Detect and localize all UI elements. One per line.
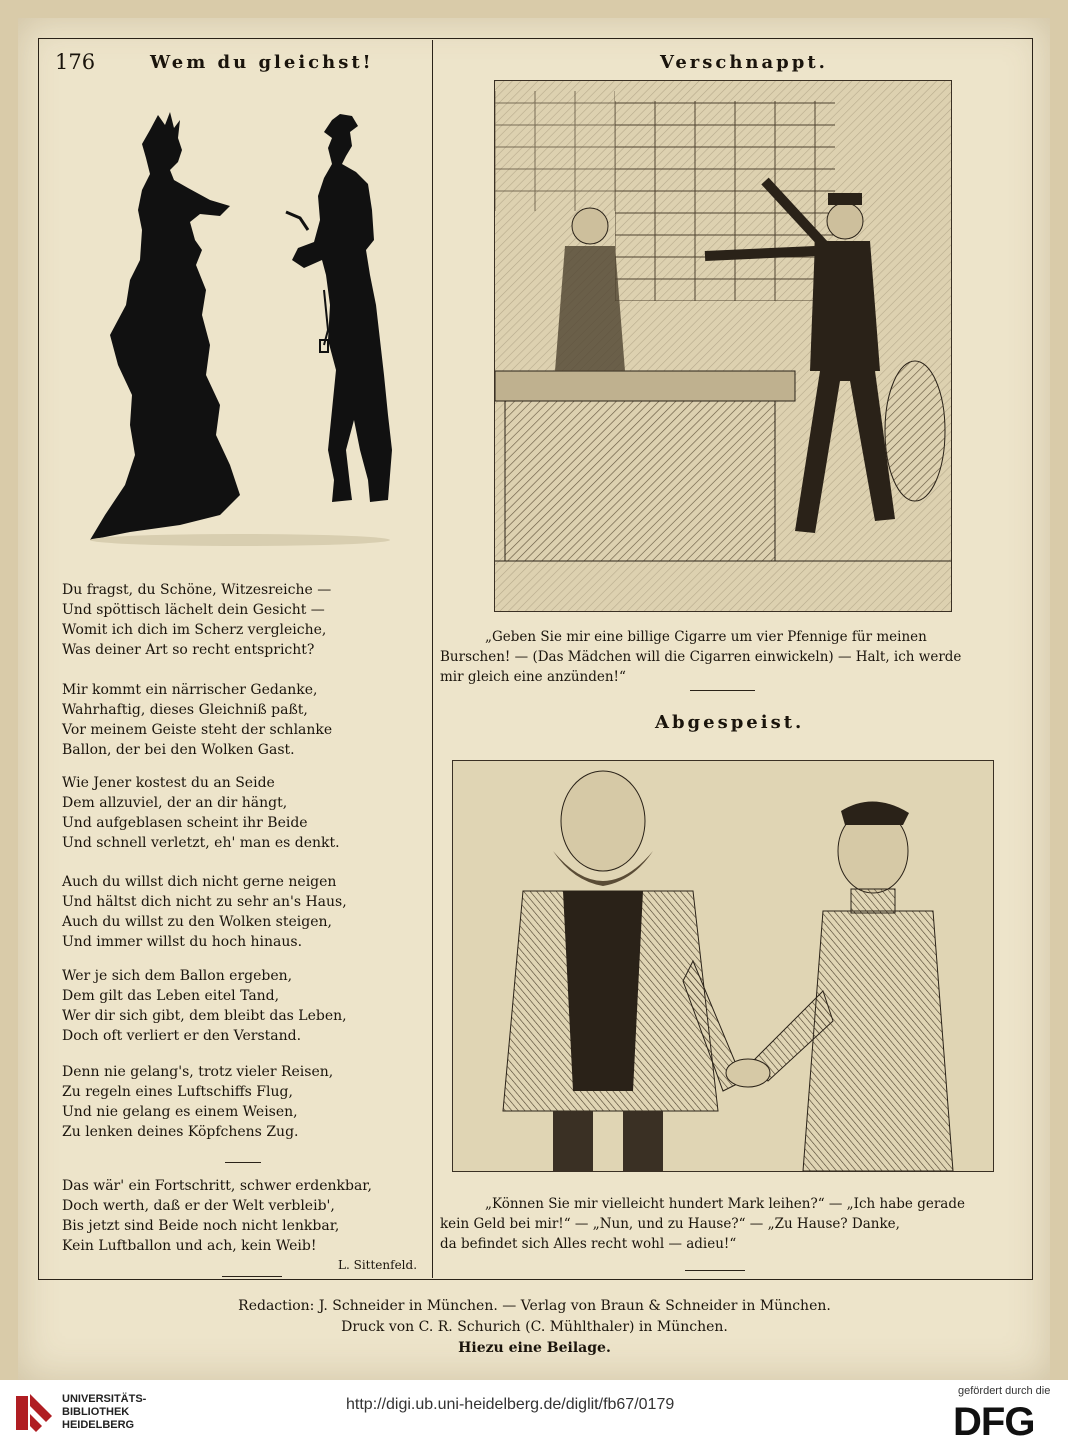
poem-line: Auch du willst dich nicht gerne neigen <box>62 874 337 890</box>
poem-line: Doch werth, daß er der Welt verbleib', <box>62 1198 335 1214</box>
right-title-1: Verschnappt. <box>660 52 828 73</box>
imprint-line-1: Redaction: J. Schneider in München. — Verlag von Braun & Schneider in München. <box>238 1298 831 1314</box>
caption-abgespeist <box>440 1194 1000 1254</box>
poem-line: Bis jetzt sind Beide noch nicht lenkbar, <box>62 1218 340 1234</box>
poem-separator <box>225 1162 261 1163</box>
poem-line: Denn nie gelang's, trotz vieler Reisen, <box>62 1064 334 1080</box>
poem-line: Kein Luftballon und ach, kein Weib! <box>62 1238 317 1254</box>
poem-line: Wer dir sich gibt, dem bleibt das Leben, <box>62 1008 347 1024</box>
digitization-url-link[interactable]: http://digi.ub.uni-heidelberg.de/diglit/fb67/0179 <box>346 1396 675 1413</box>
university-name <box>62 1393 146 1432</box>
caption-line: da befindet sich Alles recht wohl — adieu!“ <box>440 1236 737 1252</box>
institution-line: BIBLIOTHEK <box>62 1406 130 1418</box>
caption-line: mir gleich eine anzünden!“ <box>440 669 626 685</box>
university-logo-icon <box>12 1390 56 1438</box>
poem-line: Und nie gelang es einem Weisen, <box>62 1104 298 1120</box>
poem-stanza-2 <box>62 680 332 760</box>
institution-line: HEIDELBERG <box>62 1419 135 1431</box>
poem-line: Vor meinem Geiste steht der schlanke <box>62 722 333 738</box>
caption-verschnappt <box>440 627 1000 687</box>
poem-end-rule <box>222 1276 282 1277</box>
poem-line: Wahrhaftig, dieses Gleichniß paßt, <box>62 702 308 718</box>
caption-line: Burschen! — (Das Mädchen will die Cigarren einwickeln) — Halt, ich werde <box>440 649 962 665</box>
shop-scene-illustration <box>494 80 952 612</box>
poem-stanza-1 <box>62 580 331 660</box>
caption-line: kein Geld bei mir!“ — „Nun, und zu Hause?“ — „Zu Hause? Danke, <box>440 1216 900 1232</box>
imprint-line-3: Hiezu eine Beilage. <box>458 1340 611 1356</box>
poem-stanza-7 <box>62 1176 372 1256</box>
section-separator <box>690 690 755 691</box>
section-end-rule <box>685 1270 745 1271</box>
institution-line: UNIVERSITÄTS- <box>62 1393 147 1405</box>
imprint-line-2: Druck von C. R. Schurich (C. Mühlthaler) in München. <box>341 1319 728 1335</box>
poem-line: Und hältst dich nicht zu sehr an's Haus, <box>62 894 347 910</box>
poem-line: Ballon, der bei den Wolken Gast. <box>62 742 295 758</box>
poem-line: Du fragst, du Schöne, Witzesreiche — <box>62 582 332 598</box>
poem-line: Auch du willst zu den Wolken steigen, <box>62 914 332 930</box>
poem-line: Wer je sich dem Ballon ergeben, <box>62 968 293 984</box>
poem-line: Und schnell verletzt, eh' man es denkt. <box>62 835 340 851</box>
poem-line: Zu regeln eines Luftschiffs Flug, <box>62 1084 293 1100</box>
page-number: 176 <box>55 50 96 74</box>
poem-line: Was deiner Art so recht entspricht? <box>62 642 315 658</box>
poem-line: Zu lenken deines Köpfchens Zug. <box>62 1124 299 1140</box>
caption-line: „Können Sie mir vielleicht hundert Mark leihen?“ — „Ich habe gerade <box>485 1196 965 1212</box>
poem-line: Und spöttisch lächelt dein Gesicht — <box>62 602 325 618</box>
poem-author: L. Sittenfeld. <box>338 1258 418 1272</box>
two-men-illustration <box>452 760 994 1172</box>
poem-stanza-6 <box>62 1062 333 1142</box>
poem-stanza-5 <box>62 966 347 1046</box>
column-divider <box>432 40 433 1278</box>
poem-line: Mir kommt ein närrischer Gedanke, <box>62 682 318 698</box>
left-title: Wem du gleichst! <box>150 52 374 73</box>
poem-line: Dem gilt das Leben eitel Tand, <box>62 988 280 1004</box>
poem-line: Dem allzuviel, der an dir hängt, <box>62 795 288 811</box>
poem-line: Das wär' ein Fortschritt, schwer erdenkbar, <box>62 1178 372 1194</box>
silhouette-illustration <box>70 100 420 550</box>
caption-line: „Geben Sie mir eine billige Cigarre um vier Pfennige für meinen <box>485 629 927 645</box>
funded-by-label: gefördert durch die <box>958 1385 1051 1397</box>
poem-stanza-3 <box>62 773 340 853</box>
poem-line: Und immer willst du hoch hinaus. <box>62 934 303 950</box>
dfg-logo: DFG <box>953 1400 1035 1444</box>
poem-line: Wie Jener kostest du an Seide <box>62 775 275 791</box>
poem-stanza-4 <box>62 872 347 952</box>
right-title-2: Abgespeist. <box>655 712 805 733</box>
poem-line: Und aufgeblasen scheint ihr Beide <box>62 815 308 831</box>
poem-line: Womit ich dich im Scherz vergleiche, <box>62 622 327 638</box>
poem-line: Doch oft verliert er den Verstand. <box>62 1028 302 1044</box>
